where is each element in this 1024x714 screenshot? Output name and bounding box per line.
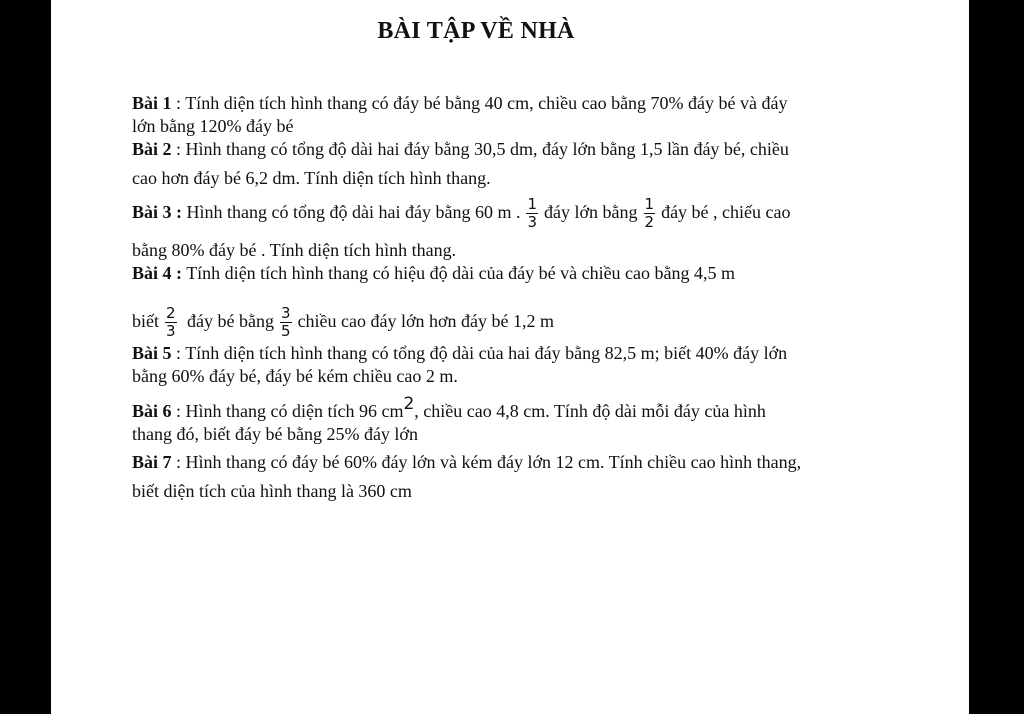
problem-1-line-2: lớn bằng 120% đáy bé	[132, 116, 294, 136]
superscript-two: 2	[403, 394, 415, 414]
problem-7-line-1: Bài 7 : Hình thang có đáy bé 60% đáy lớn và kém đáy lớn 12 cm. Tính chiều cao hình thang,	[132, 452, 802, 472]
problem-1-label: Bài 1	[132, 93, 172, 113]
problem-7-line-2: biết diện tích của hình thang là 360 cm	[132, 481, 412, 501]
fraction-one-half: $\frac{1}{2}$	[644, 195, 655, 232]
fraction-one-third: $\frac{1}{3}$	[527, 195, 538, 232]
problem-3-line-2: bằng 80% đáy bé . Tính diện tích hình thang.	[132, 240, 457, 260]
problem-3-label: Bài 3 :	[132, 202, 183, 222]
problem-5-line-2: bằng 60% đáy bé, đáy bé kém chiều cao 2 m.	[132, 366, 458, 386]
problem-1-line-1: Bài 1 : Tính diện tích hình thang có đáy bé bằng 40 cm, chiều cao bằng 70% đáy bé và đáy	[132, 93, 788, 113]
problem-6-line-1: Bài 6 : Hình thang có diện tích 96 cm2, chiều cao 4,8 cm. Tính độ dài mỗi đáy của hình	[132, 394, 766, 421]
problem-2-line-1: Bài 2 : Hình thang có tổng độ dài hai đáy bằng 30,5 dm, đáy lớn bằng 1,5 lần đáy bé, chiều	[132, 139, 789, 159]
document-page	[51, 0, 969, 714]
problem-2-label: Bài 2	[132, 139, 172, 159]
problem-7-label: Bài 7	[132, 452, 172, 472]
problem-4-line-2: biết $\frac{2}{3}$ đáy bé bằng $\frac{3}{5}$ chiều cao đáy lớn hơn đáy bé 1,2 m	[132, 304, 555, 341]
fraction-three-fifths: $\frac{3}{5}$	[281, 304, 291, 341]
problem-4-line-1: Bài 4 : Tính diện tích hình thang có hiệu độ dài của đáy bé và chiều cao bằng 4,5 m	[132, 263, 736, 283]
problem-5-line-1: Bài 5 : Tính diện tích hình thang có tổng độ dài của hai đáy bằng 82,5 m; biết 40% đáy lớn	[132, 343, 788, 363]
problem-5-label: Bài 5	[132, 343, 172, 363]
problem-4-label: Bài 4 :	[132, 263, 183, 283]
problem-6-line-2: thang đó, biết đáy bé bằng 25% đáy lớn	[132, 424, 418, 444]
problem-3-line-1: Bài 3 : Hình thang có tổng độ dài hai đáy bằng 60 m . $\frac{1}{3}$ đáy lớn bằng $\frac{1}{2}$ đáy bé , chiếu cao	[132, 195, 791, 232]
problem-2-line-2: cao hơn đáy bé 6,2 dm. Tính diện tích hình thang.	[132, 168, 491, 188]
problem-6-label: Bài 6	[132, 401, 172, 421]
fraction-two-thirds: $\frac{2}{3}$	[166, 304, 176, 341]
page-title: BÀI TẬP VỀ NHÀ	[377, 18, 575, 44]
